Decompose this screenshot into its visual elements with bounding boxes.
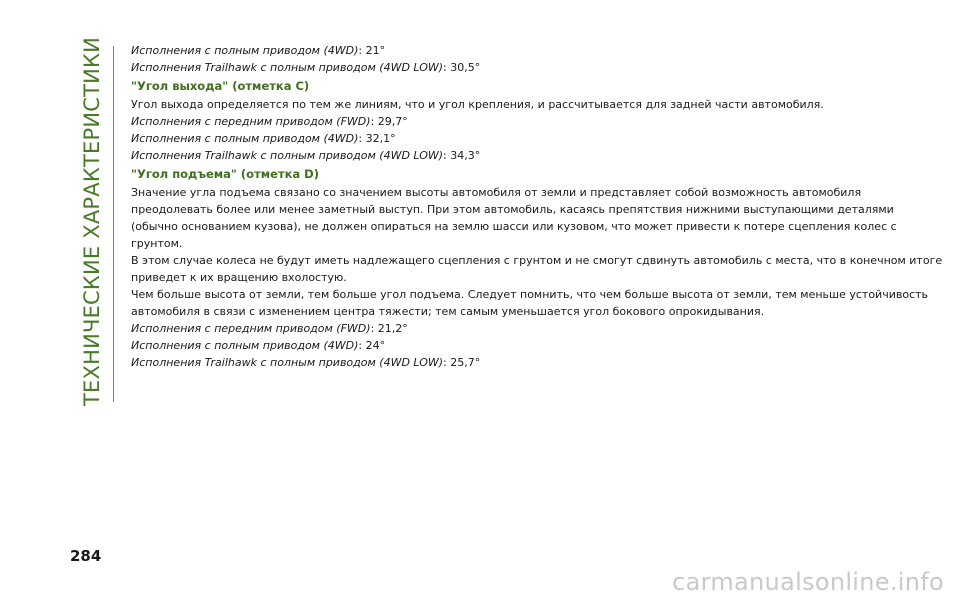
- spec-line: [131, 337, 901, 354]
- spec-label: Исполнения с полным приводом (4WD): [131, 44, 359, 57]
- ramp-paragraph-line: (обычно основанием кузова), не должен опираться на землю шасси или кузовом, что может привести к потере сцепления колес с: [131, 220, 897, 233]
- spec-line: [131, 113, 901, 130]
- spec-value: : 25,7°: [443, 356, 481, 369]
- spec-value: : 24°: [358, 339, 386, 352]
- spec-line: [131, 42, 901, 59]
- ramp-paragraph-line: грунтом.: [131, 237, 183, 250]
- section-side-title: ТЕХНИЧЕСКИЕ ХАРАКТЕРИСТИКИ: [80, 36, 104, 406]
- ramp-paragraph-line: Значение угла подъема связано со значением высоты автомобиля от земли и представляет собой возможность автомобиля: [131, 186, 862, 199]
- spec-value: : 21,2°: [370, 322, 408, 335]
- side-divider: [113, 46, 114, 402]
- site-watermark: carmanualsonline.info: [672, 568, 944, 596]
- spec-line: [131, 320, 901, 337]
- spec-label: Исполнения с полным приводом (4WD): [131, 132, 359, 145]
- spec-value: : 34,3°: [443, 149, 481, 162]
- spec-label: Исполнения Trailhawk с полным приводом (4WD LOW): [131, 356, 444, 369]
- spec-line: [131, 147, 901, 164]
- spec-label: Исполнения с передним приводом (FWD): [131, 115, 371, 128]
- ramp-paragraph-line: автомобиля в связи с изменением центра тяжести; тем самым уменьшается угол бокового опрокидывания.: [131, 305, 765, 318]
- ramp-paragraph-line: приведет к их вращению вхолостую.: [131, 271, 347, 284]
- page-number: 284: [70, 547, 102, 565]
- spec-line: [131, 59, 901, 76]
- ramp-paragraph-line: преодолевать более или менее заметный выступ. При этом автомобиль, касаясь препятствия нижними выступающими деталями: [131, 203, 894, 216]
- departure-angle-heading: "Угол выхода" (отметка C): [131, 79, 310, 93]
- spec-value: : 29,7°: [370, 115, 408, 128]
- ramp-angle-heading: "Угол подъема" (отметка D): [131, 167, 319, 181]
- spec-label: Исполнения Trailhawk с полным приводом (4WD LOW): [131, 149, 444, 162]
- spec-value: : 30,5°: [443, 61, 481, 74]
- side-title-wrap: [72, 36, 112, 406]
- spec-label: Исполнения с передним приводом (FWD): [131, 322, 371, 335]
- spec-value: : 32,1°: [358, 132, 396, 145]
- spec-label: Исполнения с полным приводом (4WD): [131, 339, 359, 352]
- page-content: [131, 42, 943, 371]
- departure-angle-description: Угол выхода определяется по тем же линиям, что и угол крепления, и рассчитывается для задней части автомобиля.: [131, 98, 824, 111]
- ramp-paragraph-line: Чем больше высота от земли, тем больше угол подъема. Следует помнить, что чем больше высота от земли, тем меньше устойчивость: [131, 288, 929, 301]
- spec-value: : 21°: [358, 44, 386, 57]
- spec-label: Исполнения Trailhawk с полным приводом (4WD LOW): [131, 61, 444, 74]
- spec-line: [131, 130, 901, 147]
- ramp-paragraph-line: В этом случае колеса не будут иметь надлежащего сцепления с грунтом и не смогут сдвинуть автомобиль с места, что в конечном итоге: [131, 254, 943, 267]
- spec-line: [131, 354, 901, 371]
